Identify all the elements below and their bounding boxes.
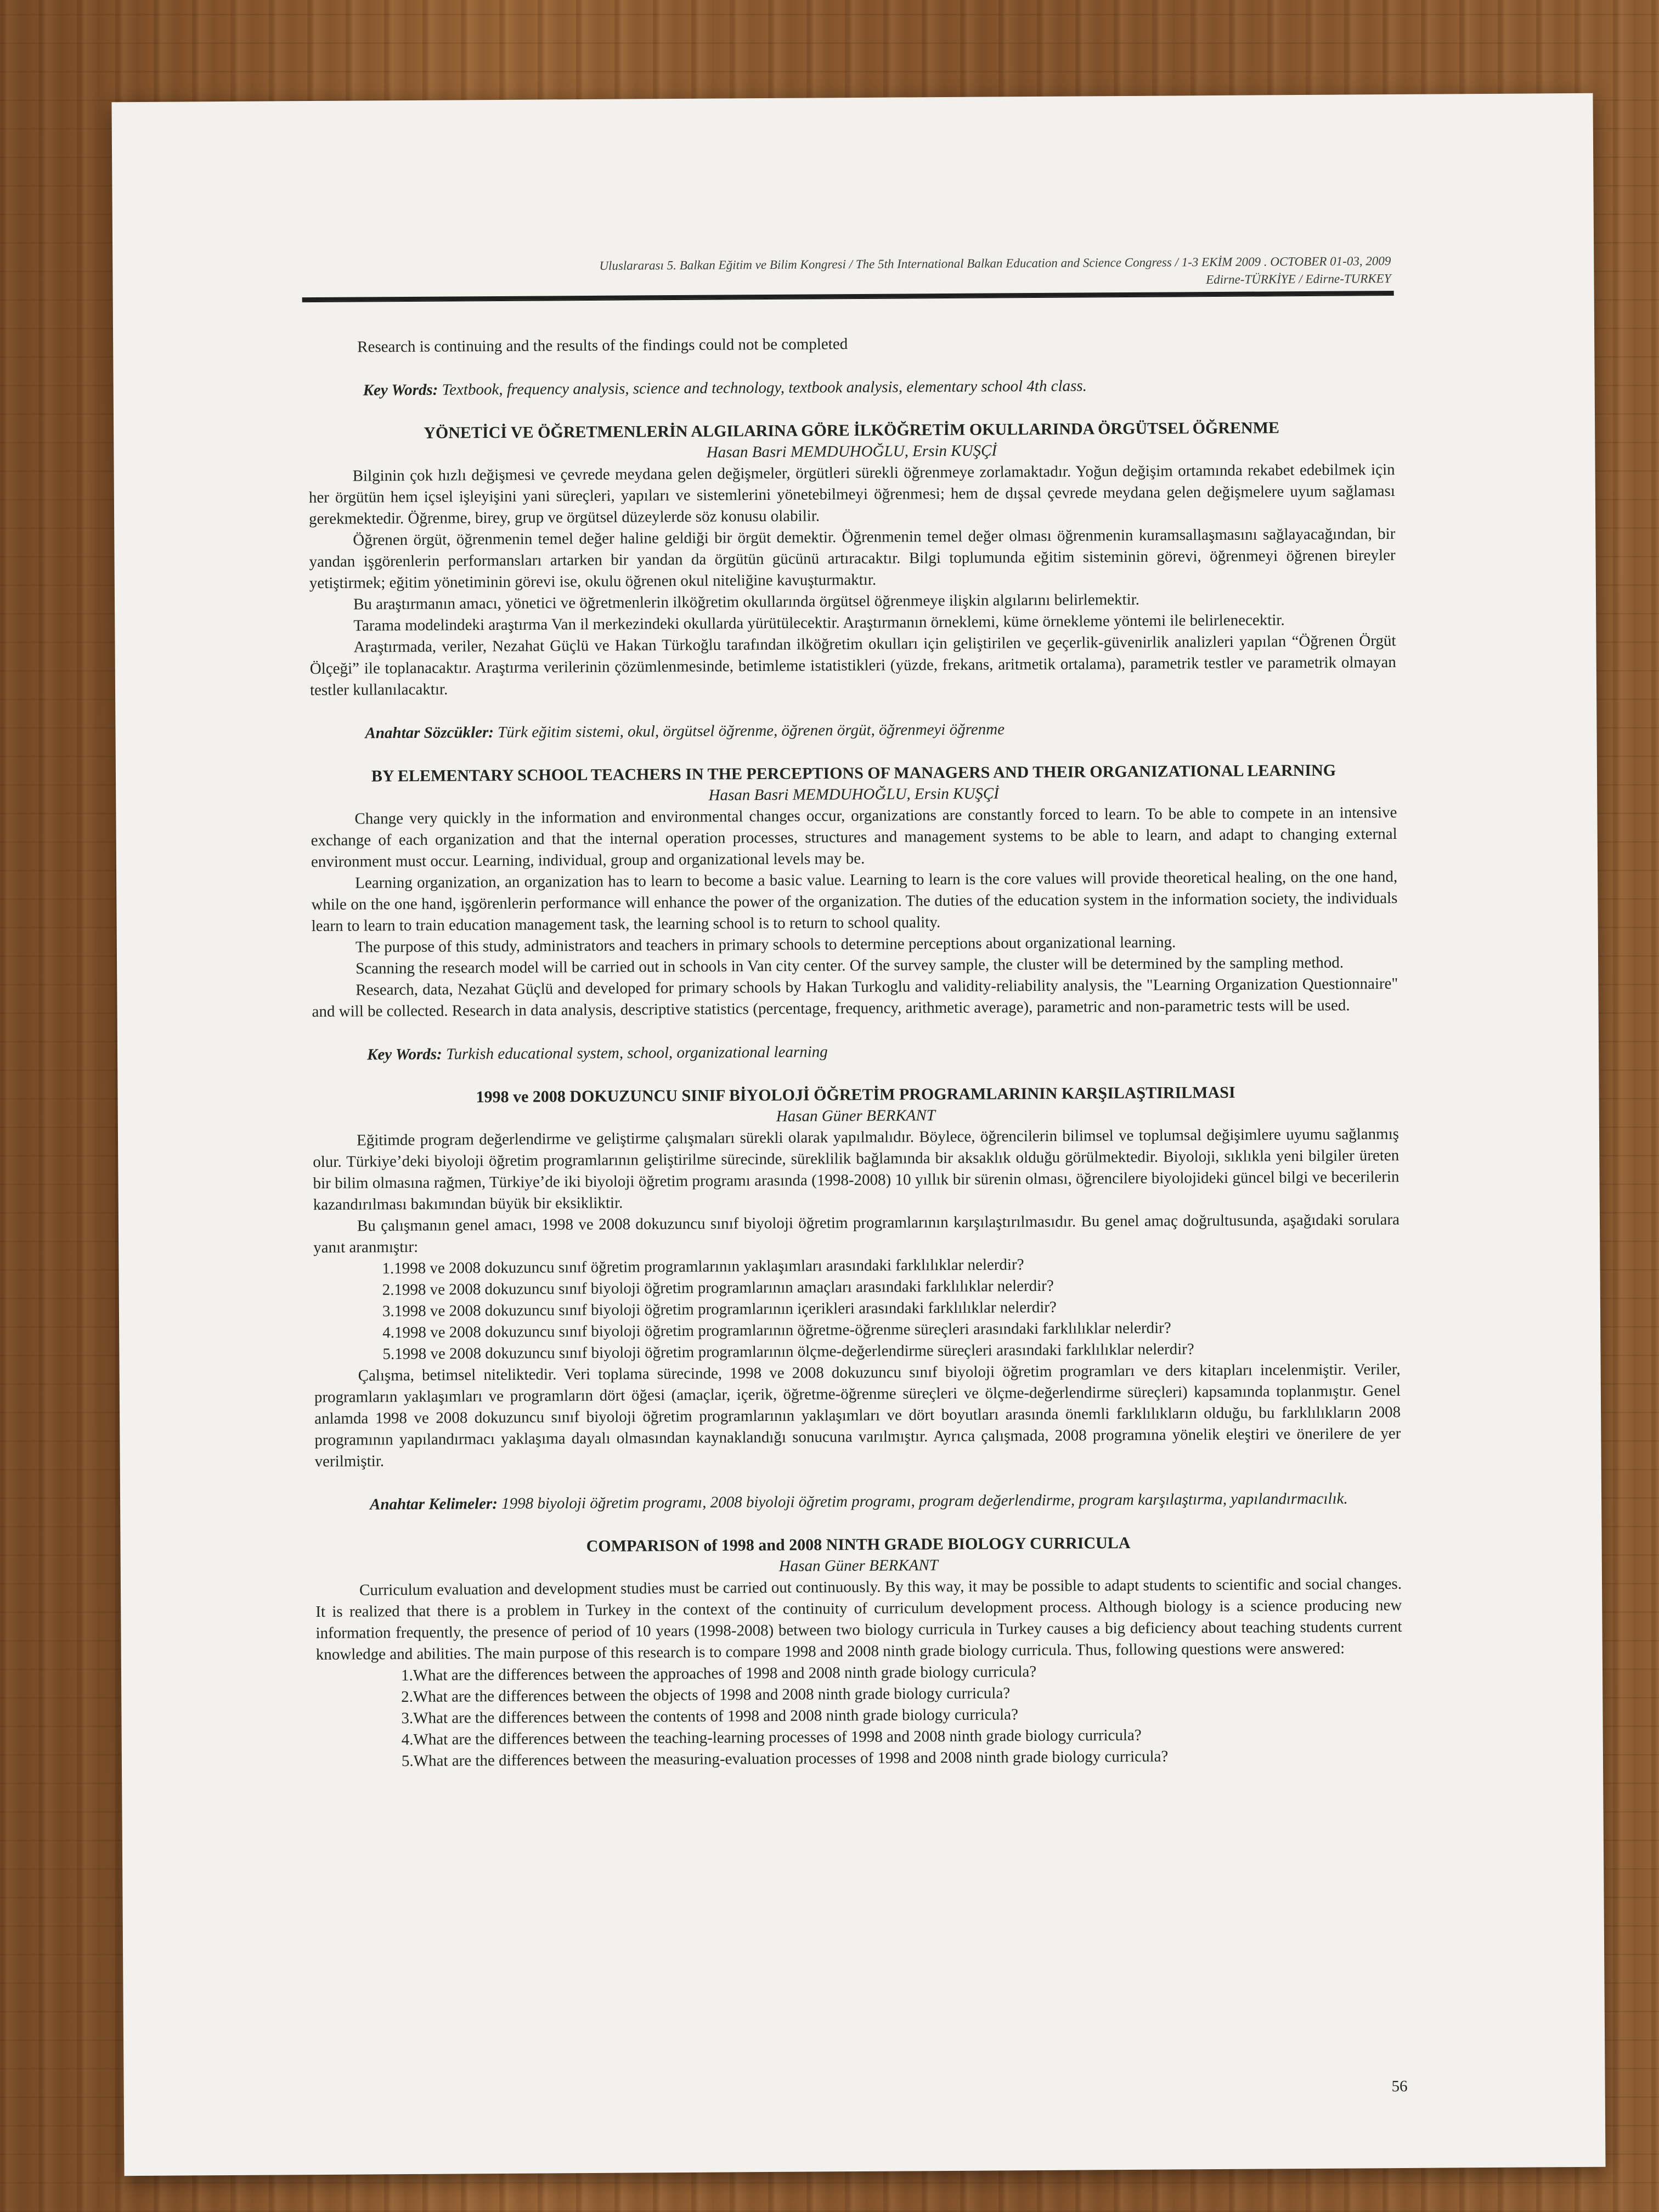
article3-paragraph: Bu çalışmanın genel amacı, 1998 ve 2008 dokuzuncu sınıf biyoloji öğretim programlarının karşılaştırılmasıdır. Bu genel amaç doğrultusunda, aşağıdaki sorulara yanıt aranmıştır: (313, 1210, 1400, 1257)
article1-paragraph: Araştırmada, veriler, Nezahat Güçlü ve Hakan Türkoğlu tarafından ilköğretim okulları için geliştirilen ve geçerlik-güvenirlik analizleri yapılan “Öğrenen Örgüt Ölçeği” ile toplanacaktır. Araştırma verilerinin çözümlenmesinde, betimleme istatistikleri (yüzde, frekans, aritmetik ortalama), parametrik testler ve parametrik olmayan testler kullanılacaktır. (309, 632, 1396, 699)
list-item: 5.1998 ve 2008 dokuzuncu sınıf biyoloji öğretim programlarının ölçme-değerlendirme süreçleri arasındaki farklılıklar nelerdir? (382, 1340, 1194, 1363)
list-item: 3.What are the differences between the contents of 1998 and 2008 ninth grade biology curricula? (401, 1706, 1018, 1728)
list-item: 1.1998 ve 2008 dokuzuncu sınıf öğretim programlarının yaklaşımları arasındaki farklılıklar nelerdir? (382, 1256, 1024, 1278)
list-item: 2.What are the differences between the objects of 1998 and 2008 ninth grade biology curricula? (401, 1684, 1011, 1706)
article3-title: 1998 ve 2008 DOKUZUNCU SINIF BİYOLOJİ ÖĞRETİM PROGRAMLARININ KARŞILAŞTIRILMASI (476, 1083, 1235, 1107)
list-item: 4.What are the differences between the teaching-learning processes of 1998 and 2008 ninth grade biology curricula? (401, 1726, 1142, 1749)
list-item: 4.1998 ve 2008 dokuzuncu sınıf biyoloji öğretim programlarının öğretme-öğrenme süreçleri arasındaki farklılıklar nelerdir? (382, 1319, 1171, 1342)
keywords-text: Textbook, frequency analysis, science and technology, textbook analysis, elementary school 4th class. (442, 377, 1087, 399)
article4-question-list (316, 1659, 1403, 1773)
article2-paragraph: The purpose of this study, administrators and teachers in primary schools to determine perceptions about organizational learning. (355, 933, 1176, 956)
article2-authors: Hasan Basri MEMDUHOĞLU, Ersin KUŞÇİ (708, 785, 999, 804)
list-item: 3.1998 ve 2008 dokuzuncu sınıf biyoloji öğretim programlarının içerikleri arasındaki farklılıklar nelerdir? (382, 1298, 1057, 1321)
article1-paragraph: Öğrenen örgüt, öğrenmenin temel değer haline geldiği bir örgüt demektir. Öğrenmenin temel değer olması öğrenmenin kuramsallaşmasını sağlayacağından, bir yandan işgörenlerin performansları artarken bir yandan da örgütün gücünü artıracaktır. Bilgi toplumunda eğitim sisteminin görevi, öğrenmeyi öğrenen bireyler yetiştirmek; eğitim yönetiminin görevi ise, okulu öğrenen okul niteliğine kavuşturmaktır. (309, 525, 1396, 592)
intro-research-line: Research is continuing and the results of the findings could not be completed (357, 335, 848, 356)
article4-authors: Hasan Güner BERKANT (778, 1556, 938, 1575)
article1-paragraph: Bilginin çok hızlı değişmesi ve çevrede meydana gelen değişmeler, örgütleri sürekli öğrenmeye zorlamaktadır. Yoğun değişim ortamında rekabet edebilmek için her örgütün hem içsel işleyişini yani süreçleri, yapıları ve sistemlerini yönetebilmeyi öğrenmesi; hem de dışsal çevrede meydana gelen değişmelere uyum sağlaması gerekmektedir. Öğrenme, birey, grup ve örgütsel düzeylerde söz konusu olabilir. (308, 461, 1395, 528)
article1-authors: Hasan Basri MEMDUHOĞLU, Ersin KUŞÇİ (706, 442, 997, 461)
page-content (308, 330, 1404, 2032)
keywords-label: Anahtar Kelimeler: (370, 1495, 498, 1514)
article2-paragraph: Research, data, Nezahat Güçlü and developed for primary schools by Hakan Turkoglu and validity-reliability analysis, the "Learning Organization Questionnaire" and will be collected. Research in data analysis, descriptive statistics (percentage, frequency, arithmetic average), parametric and non-parametric tests will be used. (312, 974, 1398, 1021)
article2-paragraph: Learning organization, an organization has to learn to become a basic value. Learning to learn is the core values will provide theoretical healing, on the one hand, while on the one hand, işgörenlerin performance will enhance the power of the organization. The duties of the education system in the information society, the individuals learn to learn to train education management task, the learning school is to return to school quality. (311, 867, 1398, 935)
list-item: 2.1998 ve 2008 dokuzuncu sınıf biyoloji öğretim programlarının amaçları arasındaki farklılıklar nelerdir? (382, 1277, 1054, 1299)
article4-paragraph: Curriculum evaluation and development studies must be carried out continuously. By this way, it may be possible to adapt students to scientific and social changes. It is realized that there is a problem in Turkey in the context of the continuity of curriculum development process. Although biology is a science producing new information frequently, the presence of period of 10 years (1998-2008) between two biology curricula in Turkey causes a big deficiency about teaching students current knowledge and abilities. The main purpose of this research is to compare 1998 and 2008 ninth grade biology curricula. Thus, following questions were answered: (315, 1575, 1402, 1664)
list-item: 5.What are the differences between the measuring-evaluation processes of 1998 and 2008 ninth grade biology curricula? (401, 1747, 1169, 1770)
article3-paragraph: Eğitimde program değerlendirme ve geliştirme çalışmaları sürekli olarak yapılmalıdır. Böylece, öğrencilerin bilimsel ve toplumsal değişimlere uyumu sağlanmış olur. Türkiye’deki biyoloji öğretim programlarının geliştirilme sürecinde, süreklilik bağlamında bir aksaklık olduğu görülmektedir. Biyoloji, sıklıkla yeni bilgiler üreten bir bilim olmasına rağmen, Türkiye’de iki biyoloji öğretim programı arasında (1998-2008) 10 yıllık bir sürenin olması, öğrencilere biyolojideki güncel bilgi ve becerilerin kazandırılması bakımından büyük bir eksikliktir. (313, 1125, 1400, 1214)
article1-paragraph: Tarama modelindeki araştırma Van il merkezindeki okullarda yürütülecektir. Araştırmanın örneklemi, küme örnekleme yöntemi ile belirlenecektir. (353, 611, 1285, 635)
article1-title: YÖNETİCİ VE ÖĞRETMENLERİN ALGILARINA GÖRE İLKÖĞRETİM OKULLARINDA ÖRGÜTSEL ÖĞRENME (424, 419, 1280, 442)
keywords-text: Turkish educational system, school, organizational learning (445, 1043, 828, 1063)
article2-paragraph: Change very quickly in the information and environmental changes occur, organizations are constantly forced to learn. To be able to compete in an intensive exchange of each organization and that the internal operation processes, structures and management systems to be able to learn, and adapt to changing external environment must occur. Learning, individual, group and organizational levels may be. (311, 803, 1397, 871)
document-page (111, 93, 1605, 2176)
article1-paragraph: Bu araştırmanın amacı, yönetici ve öğretmenlerin ilköğretim okullarında örgütsel öğrenmeye ilişkin algılarını belirlemektir. (353, 590, 1140, 613)
article3-closing: Çalışma, betimsel niteliktedir. Veri toplama sürecinde, 1998 ve 2008 dokuzuncu sınıf biyoloji öğretim programları ve ders kitapları incelenmiştir. Veriler, programların yaklaşımları ve programların dört öğesi (amaçlar, içerik, öğretme-öğrenme süreçleri ve ölçme-değerlendirme süreçleri) kapsamında toplanmıştır. Genel anlamda 1998 ve 2008 dokuzuncu sınıf biyoloji öğretim programlarının yaklaşımları ve dört boyutları arasında önemli farklılıkların olduğu, bu farklılıkların 2008 programının yapılandırmacı yaklaşıma dayalı olmasından kaynaklandığı sonucuna varılmıştır. Ayrıca çalışmada, 2008 programına yönelik eleştiri ve önerilere de yer verilmiştir. (314, 1360, 1401, 1471)
list-item: 1.What are the differences between the approaches of 1998 and 2008 ninth grade biology curricula? (400, 1663, 1037, 1685)
page-number: 56 (1391, 2077, 1408, 2096)
keywords-label: Anahtar Sözcükler: (365, 724, 494, 742)
keywords-label: Key Words: (363, 381, 438, 399)
article4-title: COMPARISON of 1998 and 2008 NINTH GRADE BIOLOGY CURRICULA (586, 1533, 1131, 1556)
article3-authors: Hasan Güner BERKANT (776, 1107, 935, 1125)
keywords-text: 1998 biyoloji öğretim programı, 2008 biyoloji öğretim programı, program değerlendirme, program karşılaştırma, yapılandırmacılık. (501, 1489, 1348, 1513)
article2-title: BY ELEMENTARY SCHOOL TEACHERS IN THE PERCEPTIONS OF MANAGERS AND THEIR ORGANIZATIONAL LEARNING (371, 761, 1336, 786)
keywords-text: Türk eğitim sistemi, okul, örgütsel öğrenme, öğrenen örgüt, öğrenmeyi öğrenme (498, 720, 1005, 742)
keywords-label: Key Words: (366, 1045, 442, 1064)
running-header (302, 252, 1391, 295)
header-line-2: Edirne-TÜRKİYE / Edirne-TURKEY (1206, 272, 1391, 287)
article3-question-list (313, 1252, 1400, 1365)
article2-paragraph: Scanning the research model will be carried out in schools in Van city center. Of the survey sample, the cluster will be determined by the sampling method. (356, 953, 1344, 978)
header-line-1: Uluslararası 5. Balkan Eğitim ve Bilim Kongresi / The 5th International Balkan Education and Science Congress / 1-3 EKİM 2009 . OCTOBER 01-03, 2009 (599, 254, 1391, 273)
